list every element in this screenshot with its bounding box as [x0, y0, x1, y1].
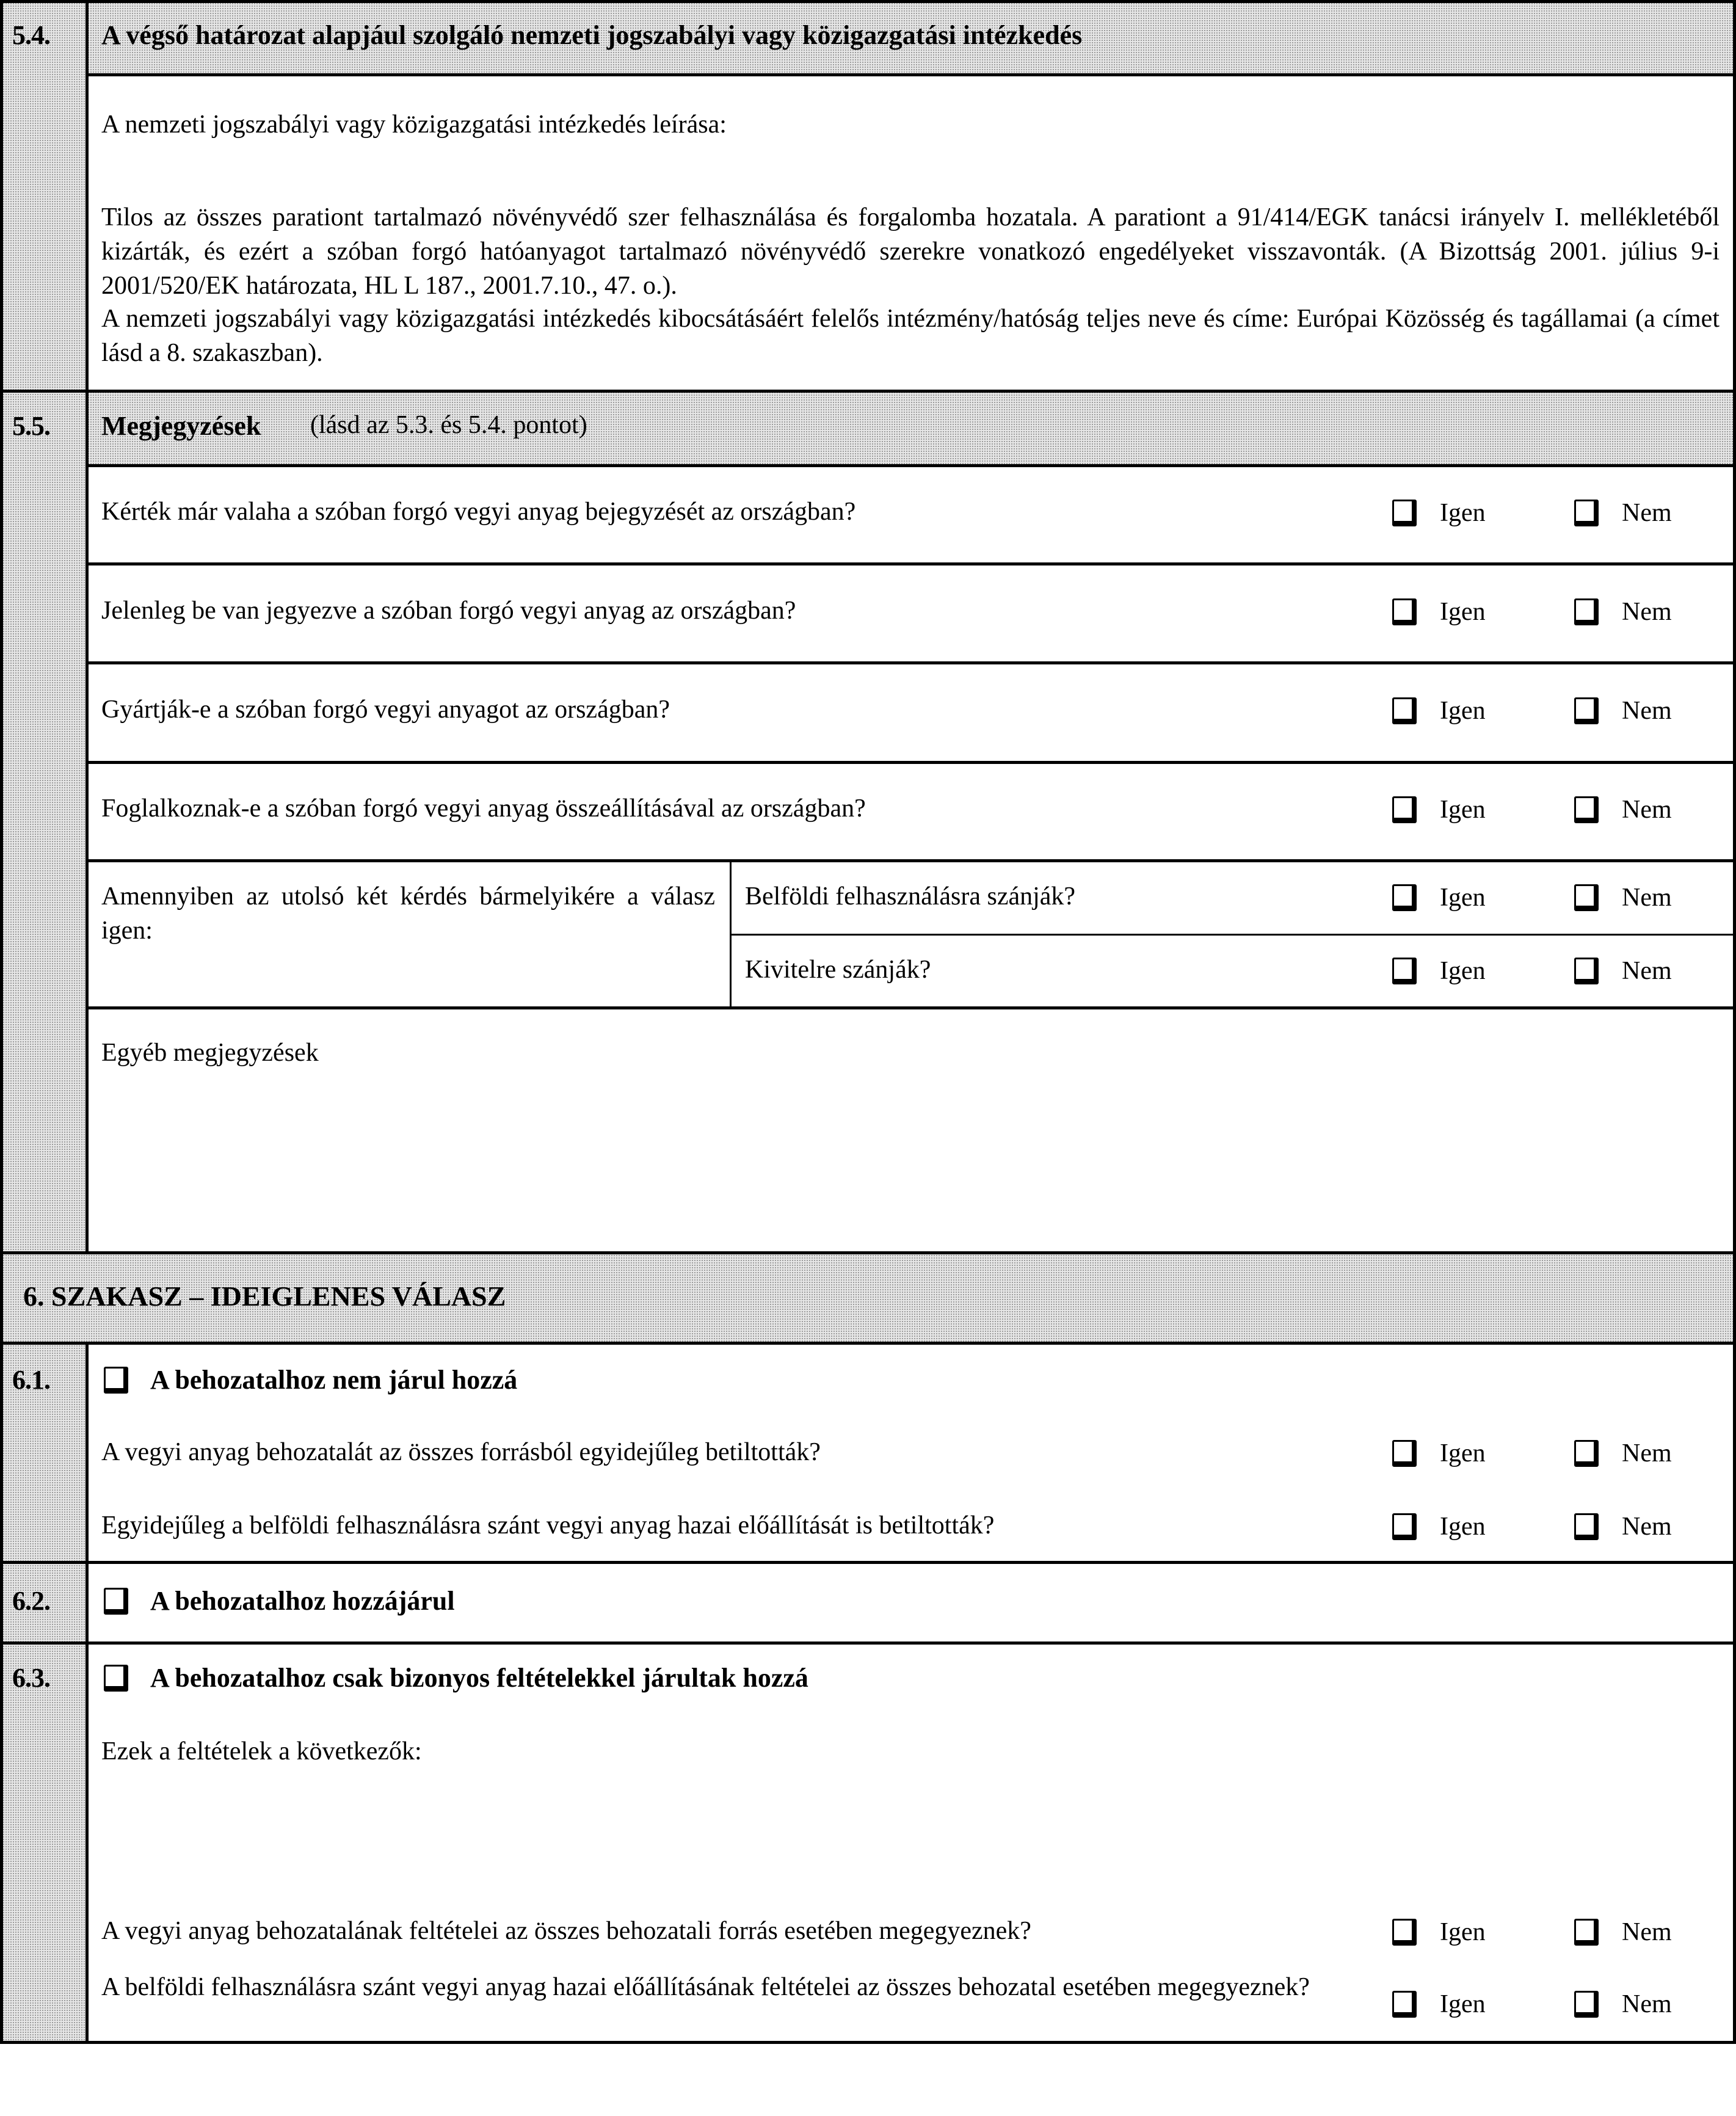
s63-option[interactable]: A behozatalhoz csak bizonyos feltételekkel járultak hozzá [104, 1662, 808, 1693]
s61-option[interactable]: A behozatalhoz nem járul hozzá [104, 1364, 517, 1395]
checkbox-icon[interactable] [1574, 796, 1599, 823]
s54-authority-text: A nemzeti jogszabályi vagy közigazgatási intézkedés kibocsátásáért felelős intézmény/hatóság teljes neve és címe: Európai Közösség és tagállamai (a címet lásd a 8. szakaszban). [101, 305, 1720, 367]
row-line [0, 1251, 1736, 1254]
row-line [0, 1342, 1736, 1345]
checkbox-icon[interactable] [104, 1588, 128, 1615]
row-line [0, 390, 1736, 393]
s62-number: 6.2. [12, 1586, 50, 1616]
border-left [0, 0, 3, 2044]
s55-q2-no-option[interactable]: Nem [1574, 597, 1672, 627]
s55-subtitle: (lásd az 5.3. és 5.4. pontot) [310, 411, 587, 439]
s54-desc-label: A nemzeti jogszabályi vagy közigazgatási intézkedés leírása: [101, 111, 727, 139]
checkbox-icon[interactable] [1392, 884, 1417, 911]
s55-question-4: Foglalkoznak-e a szóban forgó vegyi anyag összeállításával az országban? [101, 794, 866, 823]
s55-conditional-question-2: Kivitelre szánják? [745, 956, 931, 984]
s55-conditional-label: Amennyiben az utolsó két kérdés bármelyikére a válasz igen: [101, 882, 715, 945]
checkbox-icon[interactable] [1392, 1513, 1417, 1540]
checkbox-icon[interactable] [1574, 958, 1599, 984]
s63-q1-no-option[interactable]: Nem [1574, 1918, 1672, 1947]
s55-number: 5.5. [12, 411, 50, 441]
s55-q2-yes-option[interactable]: Igen [1392, 597, 1486, 627]
s55-question-1: Kérték már valaha a szóban forgó vegyi anyag bejegyzését az országban? [101, 498, 856, 526]
checkbox-icon[interactable] [1574, 697, 1599, 724]
s54-desc-text: Tilos az összes parationt tartalmazó növényvédő szer felhasználása és forgalomba hozatala. A parationt a 91/414/EGK tanácsi irányelv I. mellékletéből kizárták, és ezért a szóban forgó hatóanyagot tartalmazó növényvédő szerekre vonatkozó engedélyeket visszavonták. (A Bizottság 2001. július 9-i 2001/520/EK határozata, HL L 187., 2001.7.10., 47. o.). [101, 203, 1720, 300]
s55-cq2-no-option[interactable]: Nem [1574, 956, 1672, 986]
s61-question-1: A vegyi anyag behozatalát az összes forrásból egyidejűleg betiltották? [101, 1438, 821, 1466]
checkbox-icon[interactable] [1574, 1919, 1599, 1946]
s55-cq1-yes-option[interactable]: Igen [1392, 883, 1486, 912]
s55-title: Megjegyzések [101, 411, 261, 441]
row-line [85, 562, 1736, 565]
row-line [85, 464, 1736, 467]
checkbox-icon[interactable] [104, 1367, 128, 1394]
checkbox-icon[interactable] [1574, 1440, 1599, 1467]
s55-q3-yes-option[interactable]: Igen [1392, 696, 1486, 725]
row-line [85, 661, 1736, 664]
s55-q3-no-option[interactable]: Nem [1574, 696, 1672, 725]
s55-q4-yes-option[interactable]: Igen [1392, 795, 1486, 824]
s55-q4-no-option[interactable]: Nem [1574, 795, 1672, 824]
row-line [85, 859, 1736, 862]
s61-q1-no-option[interactable]: Nem [1574, 1439, 1672, 1468]
checkbox-icon[interactable] [1392, 1919, 1417, 1946]
s63-number: 6.3. [12, 1663, 50, 1693]
col-divider-lower [85, 1342, 89, 2043]
s55-cq2-yes-option[interactable]: Igen [1392, 956, 1486, 986]
s55-other-remarks-field[interactable] [89, 1075, 1733, 1251]
row-line [0, 1561, 1736, 1564]
checkbox-icon[interactable] [1574, 598, 1599, 625]
row-line [85, 1006, 1736, 1009]
checkbox-icon[interactable] [1392, 1991, 1417, 2018]
s63-q2-yes-option[interactable]: Igen [1392, 1990, 1486, 2019]
border-bottom [0, 2041, 1736, 2044]
s63-question-1: A vegyi anyag behozatalának feltételei az összes behozatali forrás esetében megegyeznek? [101, 1917, 1031, 1945]
s61-q2-no-option[interactable]: Nem [1574, 1512, 1672, 1541]
s55-question-3: Gyártják-e a szóban forgó vegyi anyagot az országban? [101, 696, 670, 724]
s61-number: 6.1. [12, 1365, 50, 1395]
s61-q2-yes-option[interactable]: Igen [1392, 1512, 1486, 1541]
border-right [1733, 0, 1736, 2044]
s55-other-label: Egyéb megjegyzések [101, 1039, 319, 1067]
s63-conditions-label: Ezek a feltételek a következők: [101, 1737, 422, 1765]
checkbox-icon[interactable] [104, 1665, 128, 1692]
left-column-shade [0, 0, 87, 1253]
row-line [730, 934, 1736, 936]
row-line [85, 73, 1736, 76]
checkbox-icon[interactable] [1392, 697, 1417, 724]
s63-question-2: A belföldi felhasználásra szánt vegyi anyag hazai előállításának feltételei az összes behozatal esetében megegyeznek? [101, 1973, 1310, 2001]
s61-q1-yes-option[interactable]: Igen [1392, 1439, 1486, 1468]
s55-q1-no-option[interactable]: Nem [1574, 498, 1672, 528]
s61-question-2: Egyidejűleg a belföldi felhasználásra szánt vegyi anyag hazai előállítását is betiltották? [101, 1511, 995, 1540]
border-top [0, 0, 1736, 3]
checkbox-icon[interactable] [1574, 884, 1599, 911]
s55-conditional-question-1: Belföldi felhasználásra szánják? [745, 882, 1076, 911]
checkbox-icon[interactable] [1392, 796, 1417, 823]
checkbox-icon[interactable] [1392, 500, 1417, 526]
checkbox-icon[interactable] [1574, 500, 1599, 526]
s63-conditions-field[interactable] [89, 1771, 1733, 1918]
checkbox-icon[interactable] [1392, 598, 1417, 625]
checkbox-icon[interactable] [1392, 1440, 1417, 1467]
s62-option[interactable]: A behozatalhoz hozzájárul [104, 1585, 455, 1616]
checkbox-icon[interactable] [1574, 1513, 1599, 1540]
col-divider-upper [85, 0, 89, 1253]
s55-q1-yes-option[interactable]: Igen [1392, 498, 1486, 528]
row-line [85, 761, 1736, 764]
s63-q2-no-option[interactable]: Nem [1574, 1990, 1672, 2019]
s6-heading: 6. SZAKASZ – IDEIGLENES VÁLASZ [23, 1281, 506, 1312]
s55-question-2: Jelenleg be van jegyezve a szóban forgó vegyi anyag az országban? [101, 597, 796, 625]
s54-number: 5.4. [12, 20, 50, 50]
checkbox-icon[interactable] [1392, 958, 1417, 984]
s54-title: A végső határozat alapjául szolgáló nemzeti jogszabályi vagy közigazgatási intézkedés [101, 20, 1083, 50]
checkbox-icon[interactable] [1574, 1991, 1599, 2018]
s63-q1-yes-option[interactable]: Igen [1392, 1918, 1486, 1947]
s55-cq1-no-option[interactable]: Nem [1574, 883, 1672, 912]
row-line [0, 1642, 1736, 1645]
